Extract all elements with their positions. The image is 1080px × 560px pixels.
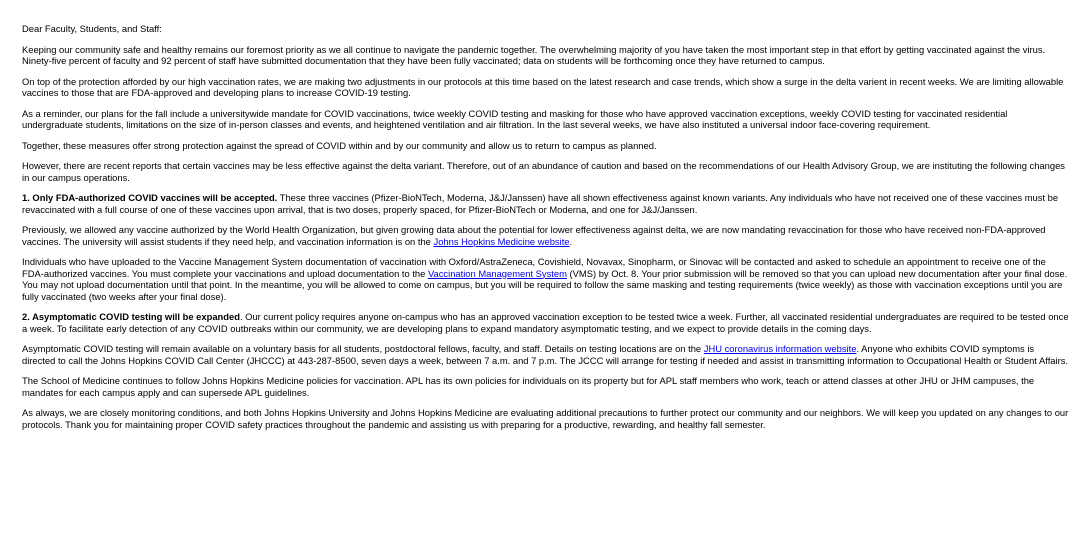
paragraph-delta-variant: However, there are recent reports that certain vaccines may be less effective against the delta variant. Therefore, out of an abundance of caution and based on the recommendations of our Health Advisory Group, we are instituting the following changes in our campus operations.: [22, 160, 1065, 183]
paragraph-voluntary-testing: [22, 343, 1070, 366]
fda-vaccines-text: These three vaccines (Pfizer-BioNTech, Moderna, J&J/Janssen) have all shown effectiveness against known variants. Any individuals who have not received one of these vaccines must be revaccinated with a full course of one of these vaccines upon arrival, that is two doses, properly spaced, for Pfizer-BioNTech or Moderna, and one for J&J/Janssen.: [22, 192, 1059, 215]
paragraph-measures-summary: Together, these measures offer strong protection against the spread of COVID within and by our community and allow us to return to campus as planned.: [22, 139, 657, 151]
paragraph-revaccination: [22, 224, 1070, 247]
revaccination-text: Previously, we allowed any vaccine authorized by the World Health Organization, but given growing data about the potential for lower effectiveness against delta, we are now mandating revaccination for those who have received non-FDA-approved vaccines. The university will assist students if they need help, and vaccination information is on the: [22, 224, 1046, 247]
voluntary-testing-text-end: . Anyone who exhibits COVID symptoms is directed to call the Johns Hopkins COVID Call Center (JHCCC) at 443-287-8500, seven days a week, between 7 a.m. and 7 p.m. The JCCC will arrange for testing if needed and assist in transmitting information to Occupational Health or Student Affairs.: [22, 343, 1069, 366]
paragraph-vms-upload: [22, 256, 1070, 302]
paragraph-school-of-medicine: The School of Medicine continues to follow Johns Hopkins Medicine policies for vaccination. APL has its own policies for individuals on its property but for APL staff members who work, teach or attend classes at other JHU or JHM campuses, the mandates for each campus apply and can supersede APL guidelines.: [22, 375, 1035, 398]
asymptomatic-testing-text: . Our current policy requires anyone on-campus who has an approved vaccination exception to be tested twice a week. Further, all vaccinated residential undergraduates are required to be tested once a week. To facilitate early detection of any COVID outbreaks within our community, we are developing plans to expand mandatory asymptomatic testing, and we expect to provide details in the coming days.: [22, 311, 1069, 334]
voluntary-testing-text: Asymptomatic COVID testing will remain available on a voluntary basis for all students, postdoctoral fellows, faculty, and staff. Details on testing locations are on the: [22, 343, 704, 354]
vms-upload-text: Individuals who have uploaded to the Vaccine Management System documentation of vaccination with Oxford/AstraZeneca, Covishield, Novavax, Sinopharm, or Sinovac will be contacted and asked to schedule an appointment to receive one of the FDA-authorized vaccines. You must complete your vaccinations and upload documentation to the: [22, 256, 1046, 279]
paragraph-fall-plans-reminder: As a reminder, our plans for the fall include a universitywide mandate for COVID vaccinations, twice weekly COVID testing and masking for those who have approved vaccination exceptions, weekly COVID testing for vaccinated residential undergraduate students, limitations on the size of in-person classes and events, and heightened ventilation and air filtration. In the last several weeks, we have also instituted a universal indoor face-covering requirement.: [22, 107, 1008, 130]
revaccination-text-end: .: [569, 235, 573, 247]
jhu-coronavirus-info-link[interactable]: JHU coronavirus information website: [703, 343, 857, 354]
paragraph-community-safety: Keeping our community safe and healthy remains our foremost priority as we all continue to navigate the pandemic together. The overwhelming majority of you have taken the most important step in that effort by getting vaccinated against the virus. Ninety-five percent of faculty and 92 percent of staff have submitted documentation that they have been fully vaccinated; data on students will be forthcoming once they have returned to campus.: [22, 43, 1046, 66]
vms-upload-text-end: (VMS) by Oct. 8. Your prior submission will be removed so that you can upload new documentation after your final dose. You may not upload documentation until that point. In the meantime, you will be allowed to come on campus, but you will be required to follow the same masking and testing requirements (twice weekly) as those with vaccination exceptions until you are fully vaccinated (two weeks after your final dose).: [22, 267, 1068, 302]
paragraph-closing: As always, we are closely monitoring conditions, and both Johns Hopkins University and Johns Hopkins Medicine are evaluating additional precautions to further protect our community and our neighbors. We will keep you updated on any changes to our protocols. Thank you for maintaining proper COVID safety practices throughout the pandemic and assisting us with preparing for a productive, rewarding, and healthy fall semester.: [22, 407, 1069, 430]
greeting: Dear Faculty, Students, and Staff:: [22, 23, 162, 34]
asymptomatic-testing-heading: 2. Asymptomatic COVID testing will be expanded: [22, 311, 240, 322]
paragraph-protocol-adjustments: On top of the protection afforded by our high vaccination rates, we are making two adjustments in our protocols at this time based on the latest research and case trends, which show a surge in the delta varient in recent weeks. We are limiting allowable vaccines to those that are FDA-approved and developing plans to increase COVID-19 testing.: [22, 75, 1064, 98]
fda-vaccines-heading: 1. Only FDA-authorized COVID vaccines will be accepted.: [22, 192, 278, 203]
paragraph-asymptomatic-testing: [22, 311, 1070, 334]
paragraph-fda-vaccines: [22, 192, 1070, 215]
vaccination-management-system-link[interactable]: Vaccination Management System: [427, 267, 567, 279]
johns-hopkins-medicine-link[interactable]: Johns Hopkins Medicine website: [433, 235, 570, 247]
